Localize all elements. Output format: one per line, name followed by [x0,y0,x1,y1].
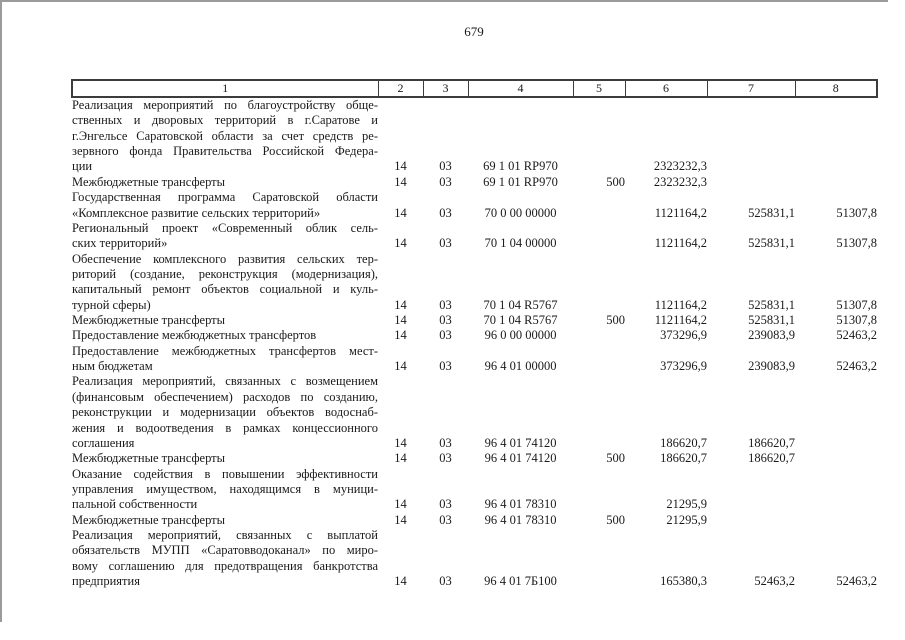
description-line: Государственная программа Саратовской области [72,190,378,205]
cell-col6: 21295,9 [666,512,707,527]
description-line: жения и водоотведения в рамках концессионного [72,420,378,435]
cell-col6: 186620,7 [660,435,707,450]
page-number: 679 [464,24,484,39]
table-row [72,528,877,589]
row-description [72,175,378,190]
cell-col3: 03 [439,313,452,328]
scan-edge-top [0,0,888,2]
cell-col5 [573,221,625,252]
cell-col2: 14 [394,328,407,343]
cell-col8: 51307,8 [836,236,877,251]
table-row [72,344,877,375]
table-header-row [72,80,877,97]
cell-col4: 96 4 01 78310 [484,512,557,527]
cell-col7: 186620,7 [748,451,795,466]
description-line: Оказание содействия в повышении эффективности [72,466,378,481]
cell-col2: 14 [394,236,407,251]
cell-col7 [707,467,795,513]
table-row [72,175,877,190]
description-line: (финансовым обеспечением) расходов по созданию, [72,389,378,404]
scan-edge-left [0,0,2,622]
description-line: зервного фонда Правительства Российской Федера- [72,144,378,159]
description-line: Реализация мероприятий по благоустройству обще- [72,98,378,112]
cell-col3: 03 [439,174,452,189]
row-description [72,344,378,375]
cell-col8: 52463,2 [836,574,877,589]
column-header-6: 6 [625,80,707,97]
description-line: ным бюджетам [72,359,153,374]
description-line: предприятия [72,574,140,589]
cell-col4: 70 1 04 00000 [484,236,557,251]
cell-col2: 14 [394,174,407,189]
row-description [72,252,378,313]
cell-col4: 70 1 04 R5767 [483,313,558,328]
cell-col6: 373296,9 [660,359,707,374]
column-header-3: 3 [423,80,468,97]
table-row [72,374,877,451]
column-header-1: 1 [72,80,378,97]
table-row [72,97,877,175]
cell-col5: 500 [606,174,625,189]
cell-col8 [795,451,877,466]
description-line: ции [72,159,93,174]
description-line: соглашения [72,435,135,450]
cell-col8: 51307,8 [836,205,877,220]
description-line: риторий (создание, реконструкция (модернизация), [72,266,378,281]
table-row [72,451,877,466]
cell-col2: 14 [394,205,407,220]
cell-col8: 52463,2 [836,328,877,343]
row-description [72,190,378,221]
column-header-2: 2 [378,80,423,97]
row-description [72,513,378,528]
cell-col7: 239083,9 [748,359,795,374]
cell-col2: 14 [394,313,407,328]
cell-col6: 186620,7 [660,451,707,466]
row-description [72,451,378,466]
table-row [72,190,877,221]
cell-col4: 96 4 01 78310 [484,497,557,512]
cell-col5: 500 [606,451,625,466]
cell-col6: 2323232,3 [653,159,707,174]
cell-col3: 03 [439,512,452,527]
description-line: пальной собственности [72,497,198,512]
table-row [72,513,877,528]
description-line: «Комплексное развитие сельских территорий» [72,205,321,220]
column-header-8: 8 [795,80,877,97]
cell-col2: 14 [394,435,407,450]
cell-col6: 1121164,2 [654,297,707,312]
description-line: обязательств МУПП «Саратовводоканал» по миро- [72,543,378,558]
cell-col2: 14 [394,574,407,589]
cell-col3: 03 [439,451,452,466]
description-line: Межбюджетные трансферты [72,313,226,328]
cell-col2: 14 [394,359,407,374]
description-line: Региональный проект «Современный облик сель- [72,220,378,235]
row-description [72,467,378,513]
cell-col6: 1121164,2 [654,236,707,251]
table-row [72,328,877,343]
budget-table [71,79,878,590]
cell-col4: 96 4 01 00000 [484,359,557,374]
description-line: Реализация мероприятий, связанных с возмещением [72,374,378,389]
table-body [72,97,877,590]
cell-col2: 14 [394,512,407,527]
cell-col4: 96 4 01 7Б100 [484,574,557,589]
cell-col7 [707,97,795,175]
description-line: ских территорий» [72,236,168,251]
description-line: капитальный ремонт объектов социальной и куль- [72,282,378,297]
row-description [72,328,378,343]
cell-col2: 14 [394,497,407,512]
cell-col5 [573,528,625,589]
cell-col7 [707,175,795,190]
cell-col2: 14 [394,159,407,174]
row-description [72,97,378,175]
cell-col6: 1121164,2 [654,205,707,220]
cell-col4: 70 1 04 R5767 [483,297,558,312]
cell-col8: 52463,2 [836,359,877,374]
cell-col3: 03 [439,359,452,374]
description-line: Предоставление межбюджетных трансфертов [72,328,317,343]
cell-col7: 525831,1 [748,205,795,220]
cell-col4: 69 1 01 RP970 [483,174,558,189]
cell-col4: 96 4 01 74120 [484,451,557,466]
cell-col7: 525831,1 [748,297,795,312]
table-row [72,252,877,313]
cell-col3: 03 [439,497,452,512]
row-description [72,221,378,252]
cell-col5 [573,374,625,451]
cell-col4: 96 4 01 74120 [484,435,557,450]
description-line: г.Энгельсе Саратовской области за счет средств ре- [72,128,378,143]
cell-col7: 52463,2 [754,574,795,589]
description-line: Межбюджетные трансферты [72,451,226,466]
description-line: управления имуществом, находящимся в муници- [72,481,378,496]
description-line: Межбюджетные трансферты [72,174,226,189]
cell-col7 [707,513,795,528]
cell-col3: 03 [439,435,452,450]
row-description [72,313,378,328]
row-description [72,528,378,589]
cell-col7: 525831,1 [748,313,795,328]
column-header-7: 7 [707,80,795,97]
description-line: Межбюджетные трансферты [72,512,226,527]
cell-col6: 373296,9 [660,328,707,343]
cell-col5: 500 [606,313,625,328]
cell-col6: 165380,3 [660,574,707,589]
cell-col4: 69 1 01 RP970 [483,159,558,174]
cell-col8 [795,175,877,190]
description-line: Реализация мероприятий, связанных с выплатой [72,528,378,543]
description-line: ственных и дворовых территорий в г.Саратове и [72,113,378,128]
cell-col2: 14 [394,297,407,312]
table-header [72,80,877,97]
table-row [72,221,877,252]
cell-col3: 03 [439,236,452,251]
cell-col7: 239083,9 [748,328,795,343]
cell-col8: 51307,8 [836,313,877,328]
column-header-5: 5 [573,80,625,97]
cell-col7: 525831,1 [748,236,795,251]
cell-col3: 03 [439,159,452,174]
cell-col3: 03 [439,297,452,312]
cell-col6: 1121164,2 [654,313,707,328]
cell-col8: 51307,8 [836,297,877,312]
cell-col6: 2323232,3 [653,174,707,189]
cell-col5 [573,467,625,513]
cell-col5 [573,97,625,175]
description-line: вому соглашению для предотвращения банкротства [72,558,378,573]
table-row [72,313,877,328]
table-row [72,467,877,513]
cell-col6: 21295,9 [666,497,707,512]
cell-col2: 14 [394,451,407,466]
cell-col4: 96 0 00 00000 [484,328,557,343]
column-header-4: 4 [468,80,573,97]
description-line: Обеспечение комплексного развития сельских тер- [72,251,378,266]
cell-col8 [795,513,877,528]
cell-col5 [573,252,625,313]
cell-col5 [573,344,625,375]
cell-col5 [573,190,625,221]
cell-col8 [795,97,877,175]
cell-col4: 70 0 00 00000 [484,205,557,220]
cell-col3: 03 [439,205,452,220]
description-line: Предоставление межбюджетных трансфертов мест- [72,343,378,358]
cell-col8 [795,374,877,451]
cell-col5: 500 [606,512,625,527]
cell-col7: 186620,7 [748,435,795,450]
description-line: турной сферы) [72,297,151,312]
description-line: реконструкции и модернизации объектов водоснаб- [72,405,378,420]
cell-col8 [795,467,877,513]
cell-col3: 03 [439,574,452,589]
cell-col3: 03 [439,328,452,343]
cell-col5 [573,328,625,343]
row-description [72,374,378,451]
